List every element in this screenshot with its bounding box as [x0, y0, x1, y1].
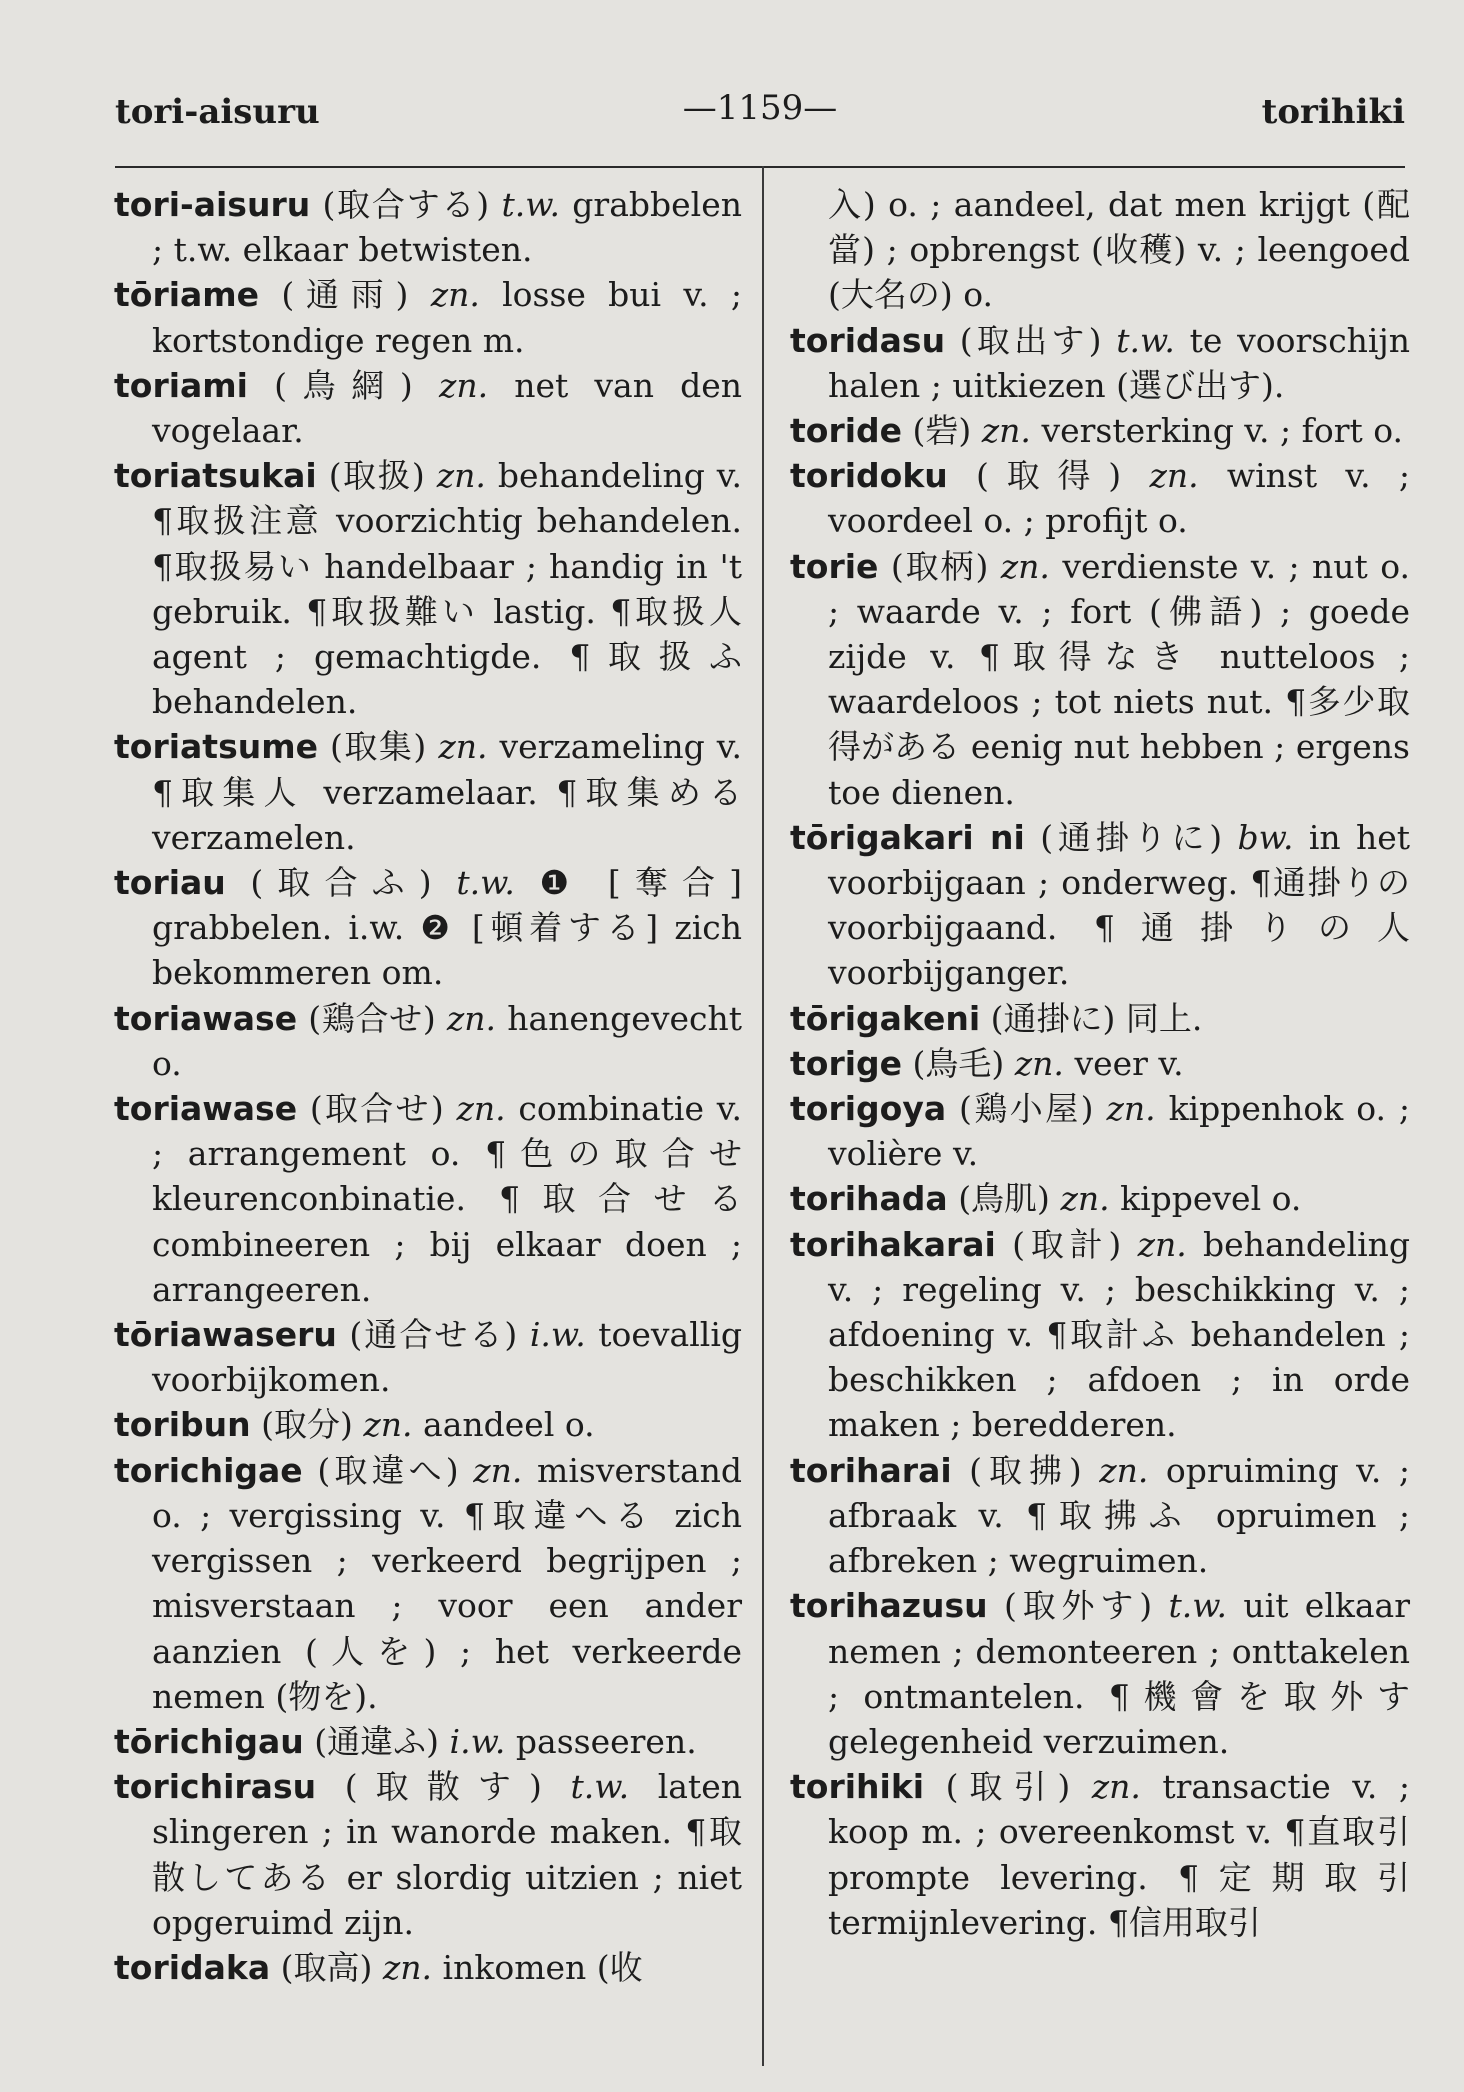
dictionary-entry [114, 182, 742, 272]
left-column [114, 182, 742, 1990]
definition-text: hanengevecht o. [152, 998, 742, 1083]
kanji-form: (鳥網) [274, 365, 413, 405]
headword: toridasu [790, 320, 946, 360]
kanji-form: (取外す) [1003, 1586, 1153, 1626]
grammar-label: zn. [430, 275, 480, 315]
headword: torihada [790, 1179, 948, 1219]
definition-text: inkomen (收 [442, 1947, 643, 1987]
dictionary-entry [114, 1945, 742, 1990]
definition-text: losse bui v. ; kortstondige regen m. [152, 275, 742, 360]
grammar-label: zn. [1149, 456, 1199, 496]
headword: torichirasu [114, 1767, 317, 1807]
kanji-form: (取扱) [328, 456, 425, 496]
header-rule [115, 166, 1405, 168]
definition-text: grabbelen ; t.w. elkaar betwisten. [152, 185, 742, 270]
headword: torigoya [790, 1089, 947, 1129]
definition-text: transactie v. ; koop m. ; overeenkomst v. ¶直取引 prompte levering. ¶定期取引 termijnlevering. ¶信用取引 [828, 1767, 1410, 1942]
headword: torichigae [114, 1450, 303, 1490]
grammar-label: zn. [1106, 1089, 1156, 1129]
left-guide-word: tori-aisuru [115, 92, 320, 132]
dictionary-entry [790, 1041, 1410, 1086]
dictionary-entry [114, 272, 742, 362]
kanji-form: (通違ふ) [314, 1721, 440, 1761]
grammar-label: bw. [1237, 817, 1294, 857]
kanji-form: (取引) [945, 1767, 1071, 1807]
dictionary-entry [114, 363, 742, 453]
definition-text: uit elkaar nemen ; demonteeren ; onttakelen ; ontmantelen. ¶機會を取外す gelegenheid verzuimen. [828, 1586, 1410, 1761]
headword: tōriame [114, 275, 260, 315]
definition-text: passeeren. [515, 1721, 697, 1761]
kanji-form: (鳥毛) [912, 1043, 1005, 1083]
dictionary-entry [790, 318, 1410, 408]
dictionary-entry [114, 1402, 742, 1447]
dictionary-entry [790, 1176, 1410, 1221]
headword: toriatsukai [114, 456, 317, 496]
headword: tōriawaseru [114, 1315, 337, 1355]
headword: torihiki [790, 1767, 925, 1807]
right-column [790, 182, 1410, 1945]
grammar-label: zn. [1091, 1767, 1141, 1807]
kanji-form: (通雨) [281, 275, 409, 315]
grammar-label: zn. [382, 1947, 433, 1987]
grammar-label: zn. [1014, 1043, 1064, 1083]
headword: tōrigakari ni [790, 817, 1025, 857]
dictionary-entry [114, 1448, 742, 1719]
dictionary-entry [114, 724, 742, 860]
kanji-form: (取柄) [890, 546, 989, 586]
grammar-label: t.w. [501, 185, 561, 224]
dictionary-entry [790, 1222, 1410, 1448]
headword: torie [790, 546, 879, 586]
dictionary-entry [114, 1312, 742, 1402]
headword: toriharai [790, 1450, 952, 1490]
grammar-label: zn. [1060, 1179, 1110, 1219]
kanji-form: (取出す) [959, 320, 1102, 360]
headword: toridaka [114, 1947, 271, 1987]
headword: toridoku [790, 456, 948, 496]
grammar-label: zn. [1000, 546, 1050, 586]
definition-text: behandeling v. ¶取扱注意 voorzichtig behandelen. ¶取扱易い handelbaar ; handig in 't gebruik. ¶取扱難い lastig. ¶取扱人 agent ; gemachtigde. ¶取扱ふ behandelen. [152, 456, 742, 722]
dictionary-entry [114, 453, 742, 724]
grammar-label: i.w. [529, 1315, 586, 1355]
definition-text: misverstand o. ; vergissing v. ¶取違へる zich vergissen ; verkeerd begrijpen ; misverstaan ; voor een ander aanzien (人を) ; het verkeerde nemen (物を). [152, 1450, 743, 1716]
dictionary-entry [114, 1086, 742, 1312]
kanji-form: (取得) [976, 456, 1122, 496]
kanji-form: (取計) [1012, 1224, 1122, 1264]
kanji-form: (通合せる) [349, 1315, 518, 1355]
kanji-form: (鳥肌) [958, 1179, 1050, 1219]
dictionary-entry [790, 453, 1410, 543]
column-divider [762, 166, 764, 2066]
headword: tōrigakeni [790, 998, 981, 1038]
grammar-label: t.w. [1116, 320, 1175, 360]
dictionary-entry [790, 1448, 1410, 1584]
definition-text: te voorschijn halen ; uitkiezen (選び出す). [828, 320, 1410, 405]
dictionary-entry [790, 1764, 1410, 1945]
kanji-form: (取分) [261, 1405, 353, 1445]
definition-text: toevallig voorbijkomen. [152, 1315, 742, 1400]
kanji-form: (取拂) [969, 1450, 1082, 1490]
grammar-label: zn. [1099, 1450, 1149, 1490]
definition-text: behandeling v. ; regeling v. ; beschikking v. ; afdoening v. ¶取計ふ behandelen ; beschikken ; afdoen ; in orde maken ; beredderen. [828, 1224, 1411, 1445]
dictionary-entry [790, 1583, 1410, 1764]
kanji-form: (取合ふ) [250, 863, 432, 903]
definition-text: veer v. [1074, 1043, 1184, 1083]
dictionary-entry [114, 1719, 742, 1764]
kanji-form: (取違へ) [317, 1450, 459, 1490]
dictionary-entry [790, 996, 1410, 1041]
definition-text: laten slingeren ; in wanorde maken. ¶取散してある er slordig uitzien ; niet opgeruimd zijn. [152, 1767, 742, 1942]
definition-text: opruiming v. ; afbraak v. ¶取拂ふ opruimen ; afbreken ; wegruimen. [828, 1450, 1410, 1581]
definition-text: net van den vogelaar. [152, 365, 743, 451]
definition-text: verdienste v. ; nut o. ; waarde v. ; fort (佛語) ; goede zijde v. ¶取得なき nutteloos ; waardeloos ; tot niets nut. ¶多少取得がある eenig nut hebben ; ergens toe dienen. [828, 546, 1410, 812]
dictionary-entry [114, 860, 742, 996]
grammar-label: t.w. [1168, 1586, 1228, 1626]
grammar-label: t.w. [570, 1767, 630, 1807]
grammar-label: i.w. [449, 1721, 506, 1761]
headword: toriatsume [114, 727, 318, 767]
page-number: —1159— [682, 88, 838, 128]
kanji-form: (鶏合せ) [308, 998, 436, 1038]
kanji-form: (取集) [330, 727, 427, 767]
dictionary-entry [790, 1086, 1410, 1176]
kanji-form: (通掛りに) [1040, 817, 1223, 857]
grammar-label: zn. [456, 1089, 506, 1129]
definition-text: kippevel o. [1120, 1179, 1302, 1219]
dictionary-entry [790, 815, 1410, 996]
definition-text: ❶ [奪合] grabbelen. i.w. ❷ [頓着する] zich bekommeren om. [152, 863, 742, 993]
dictionary-entry [790, 544, 1410, 815]
grammar-label: zn. [981, 411, 1031, 451]
kanji-form: (通掛に) [990, 998, 1116, 1038]
definition-text: in het voorbijgaan ; onderweg. ¶通掛りの voorbijgaand. ¶通掛りの人 voorbijganger. [828, 817, 1410, 993]
kanji-form: (取合せ) [309, 1089, 444, 1129]
kanji-form: (取散す) [344, 1767, 542, 1807]
kanji-form: (取高) [280, 1947, 373, 1987]
headword: torihakarai [790, 1224, 996, 1264]
grammar-label: zn. [1137, 1224, 1187, 1264]
dictionary-entry [114, 1764, 742, 1945]
definition-text: combinatie v. ; arrangement o. ¶色の取合せ kleurenconbinatie. ¶取合せる combineeren ; bij elkaar doen ; arrangeeren. [152, 1089, 742, 1309]
dictionary-entry [790, 408, 1410, 453]
right-guide-word: torihiki [1261, 92, 1405, 132]
headword: toriau [114, 863, 226, 903]
headword: torige [790, 1043, 903, 1083]
grammar-label: zn. [436, 456, 486, 496]
grammar-label: zn. [446, 998, 497, 1038]
headword: toribun [114, 1405, 251, 1445]
definition-text: winst v. ; voordeel o. ; profijt o. [828, 456, 1410, 541]
grammar-label: zn. [473, 1450, 523, 1490]
kanji-form: (鶏小屋) [959, 1089, 1094, 1129]
grammar-label: zn. [438, 727, 488, 767]
headword: toride [790, 411, 903, 451]
dictionary-entry [790, 182, 1410, 318]
definition-text: 入) o. ; aandeel, dat men krijgt (配當) ; opbrengst (收穫) v. ; leengoed (大名の) o. [828, 185, 1410, 315]
dictionary-entry [114, 996, 742, 1086]
grammar-label: zn. [438, 365, 489, 405]
headword: torihazusu [790, 1586, 988, 1626]
headword: toriami [114, 365, 248, 405]
kanji-form: (取合する) [322, 185, 490, 224]
headword: toriawase [114, 1089, 298, 1129]
grammar-label: t.w. [456, 863, 515, 903]
page-header [115, 88, 1405, 142]
headword: tōrichigau [114, 1721, 304, 1761]
definition-text: verzameling v. ¶取集人 verzamelaar. ¶取集める verzamelen. [152, 727, 743, 857]
definition-text: aandeel o. [423, 1405, 595, 1445]
kanji-form: (砦) [912, 411, 972, 451]
definition-text: versterking v. ; fort o. [1041, 411, 1404, 451]
definition-text: 同上. [1125, 998, 1203, 1038]
headword: tori-aisuru [114, 185, 311, 224]
headword: toriawase [114, 998, 298, 1038]
definition-text: kippenhok o. ; volière v. [828, 1089, 1411, 1174]
grammar-label: zn. [363, 1405, 413, 1445]
